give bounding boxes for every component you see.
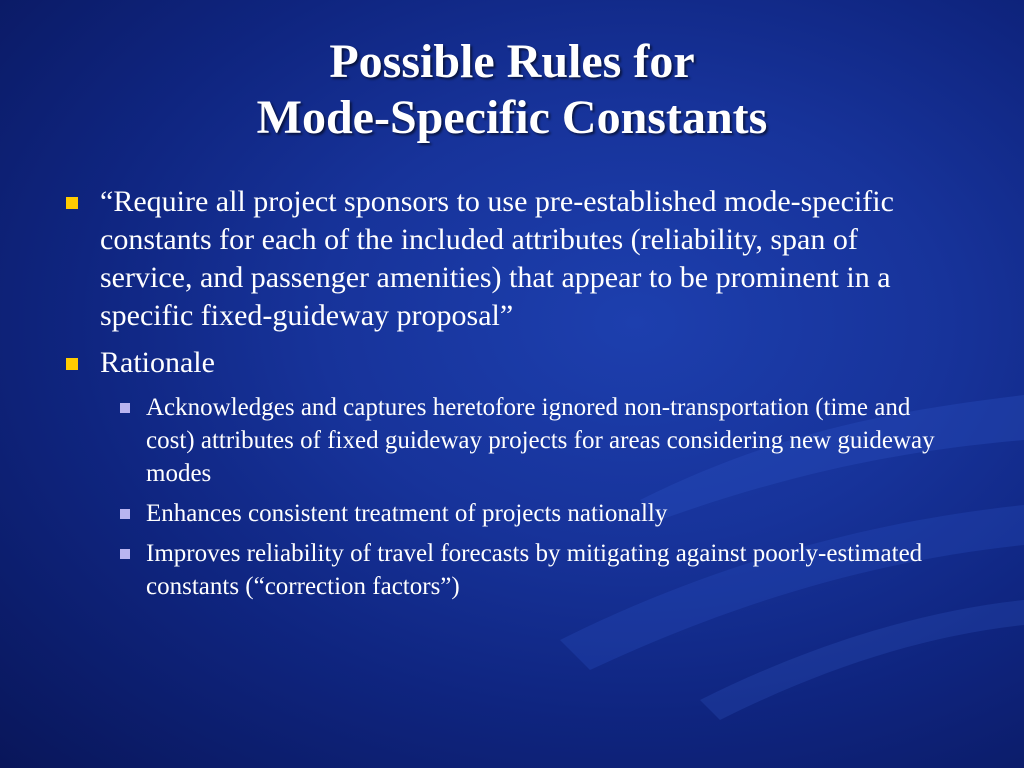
square-sub-bullet-icon	[120, 509, 130, 519]
sub-bullet-item	[112, 497, 942, 530]
sub-bullet-text: Improves reliability of travel forecasts by mitigating against poorly-estimated constants (“correction factors”)	[146, 540, 923, 600]
slide-title	[0, 34, 1024, 146]
square-bullet-icon	[66, 358, 78, 370]
sub-bullet-text: Acknowledges and captures heretofore ignored non-transportation (time and cost) attributes of fixed guideway projects for areas considering new guideway modes	[146, 394, 935, 487]
title-line-2: Mode-Specific Constants	[256, 91, 768, 144]
sub-bullet-item	[112, 391, 942, 490]
sub-bullet-item	[112, 537, 942, 603]
bullet-text: “Require all project sponsors to use pre-established mode-specific constants for each of the included attributes (reliability, span of service, and passenger amenities) that appear to be prominent in a specific fixed-guideway proposal”	[100, 185, 894, 332]
bullet-item-rule	[62, 183, 942, 335]
bullet-item-rationale	[62, 344, 942, 382]
bullet-list	[62, 183, 942, 610]
sub-bullet-text: Enhances consistent treatment of projects nationally	[146, 500, 668, 527]
square-sub-bullet-icon	[120, 403, 130, 413]
title-line-1: Possible Rules for	[329, 35, 695, 88]
bullet-text: Rationale	[100, 346, 215, 379]
sub-bullet-list	[112, 391, 942, 603]
square-bullet-icon	[66, 197, 78, 209]
square-sub-bullet-icon	[120, 549, 130, 559]
